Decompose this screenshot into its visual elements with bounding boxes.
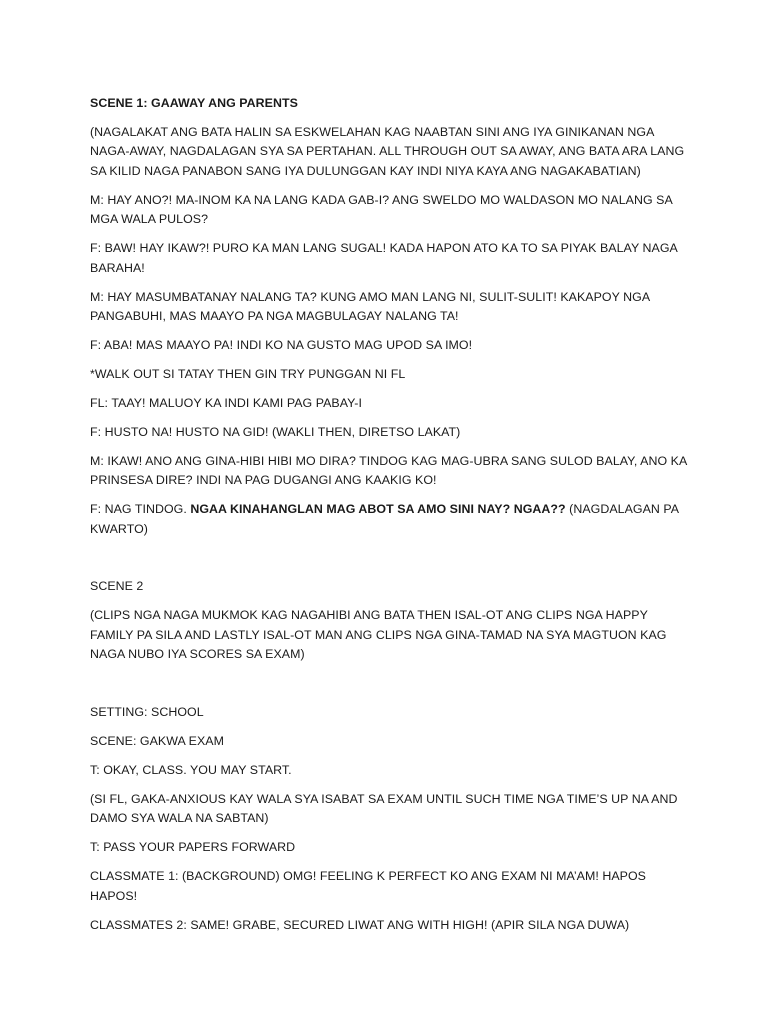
stage-direction: *WALK OUT SI TATAY THEN GIN TRY PUNGGAN NI FL: [90, 367, 406, 382]
scene2-heading: SCENE 2: [90, 579, 144, 594]
dialogue-line: CLASSMATE 1: (BACKGROUND) OMG! FEELING K PERFECT KO ANG EXAM NI MA’AM! HAPOS HAPOS!: [90, 869, 646, 903]
scene-line: SCENE: GAKWA EXAM: [90, 733, 224, 748]
dialogue-line: CLASSMATES 2: SAME! GRABE, SECURED LIWAT ANG WITH HIGH! (APIR SILA NGA DUWA): [90, 917, 630, 932]
dialogue-prefix: F: NAG TINDOG.: [90, 502, 191, 517]
dialogue-line: T: OKAY, CLASS. YOU MAY START.: [90, 762, 292, 777]
dialogue-line: M: HAY ANO?! MA-INOM KA NA LANG KADA GAB-I? ANG SWELDO MO WALDASON MO NALANG SA MGA WALA PULOS?: [90, 192, 673, 227]
script-document: [90, 94, 690, 945]
dialogue-line: F: HUSTO NA! HUSTO NA GID! (WAKLI THEN, DIRETSO LAKAT): [90, 425, 461, 440]
dialogue-line: FL: TAAY! MALUOY KA INDI KAMI PAG PABAY-I: [90, 396, 362, 411]
dialogue-line: M: HAY MASUMBATANAY NALANG TA? KUNG AMO MAN LANG NI, SULIT-SULIT! KAKAPOY NGA PANGABUHI, MAS MAAYO PA NGA MAGBULAGAY NALANG TA!: [90, 289, 650, 324]
dialogue-line-mixed: [90, 500, 690, 539]
dialogue-line: F: BAW! HAY IKAW?! PURO KA MAN LANG SUGAL! KADA HAPON ATO KA TO SA PIYAK BALAY NAGA BARAHA!: [90, 241, 678, 275]
dialogue-line: T: PASS YOUR PAPERS FORWARD: [90, 840, 296, 855]
dialogue-suffix: (NAGDALAGAN PA KWARTO): [90, 502, 679, 536]
scene1-stage-direction: (NAGALAKAT ANG BATA HALIN SA ESKWELAHAN KAG NAABTAN SINI ANG IYA GINIKANAN NGA NAGA-AWAY, NAGDALAGAN SYA SA PERTAHAN. ALL THROUGH OUT SA AWAY, ANG BATA ARA LANG SA KILID NAGA PANABON SANG IYA DULUNGGAN KAY INDI NIYA KAYA ANG NAGAKABATIAN): [90, 125, 685, 178]
dialogue-emphasis: NGAA KINAHANGLAN MAG ABOT SA AMO SINI NAY? NGAA??: [190, 502, 566, 517]
section-spacer: [90, 549, 690, 578]
scene2-stage-direction: (CLIPS NGA NAGA MUKMOK KAG NAGAHIBI ANG BATA THEN ISAL-OT ANG CLIPS NGA HAPPY FAMILY PA SILA AND LASTLY ISAL-OT MAN ANG CLIPS NGA GINA-TAMAD NA SYA MAGTUON KAG NAGA NUBO IYA SCORES SA EXAM): [90, 608, 667, 662]
setting-line: SETTING: SCHOOL: [90, 704, 204, 719]
stage-direction: (SI FL, GAKA-ANXIOUS KAY WALA SYA ISABAT SA EXAM UNTIL SUCH TIME NGA TIME’S UP NA AND DAMO SYA WALA NA SABTAN): [90, 791, 678, 826]
dialogue-line: M: IKAW! ANO ANG GINA-HIBI HIBI MO DIRA? TINDOG KAG MAG-UBRA SANG SULOD BALAY, ANO KA PRINSESA DIRE? INDI NA PAG DUGANGI ANG KAAKIG KO!: [90, 454, 687, 488]
dialogue-line: F: ABA! MAS MAAYO PA! INDI KO NA GUSTO MAG UPOD SA IMO!: [90, 338, 473, 353]
section-spacer: [90, 674, 690, 703]
scene1-heading: SCENE 1: GAAWAY ANG PARENTS: [90, 96, 298, 110]
